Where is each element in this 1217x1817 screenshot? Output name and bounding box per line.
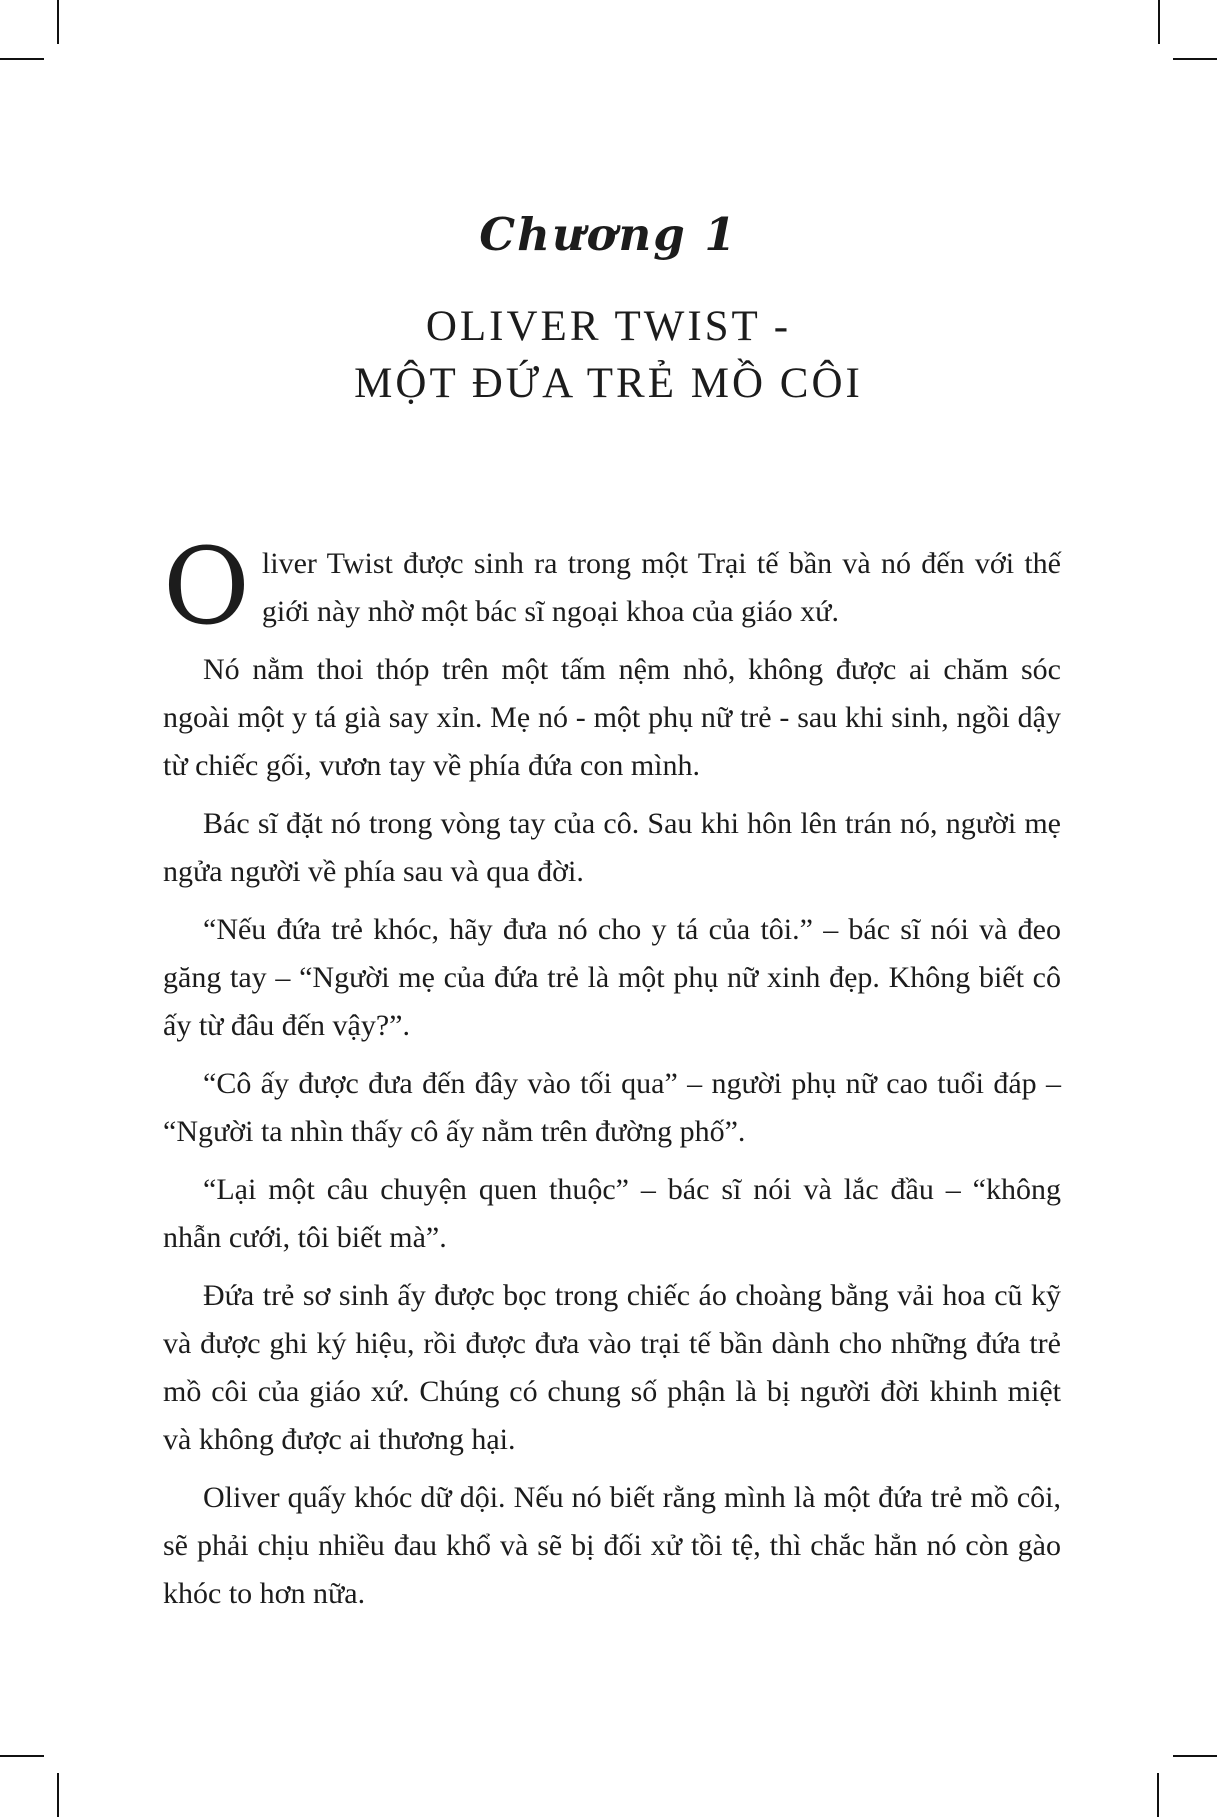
paragraph: “Nếu đứa trẻ khóc, hãy đưa nó cho y tá của tôi.” – bác sĩ nói và đeo găng tay – “Người mẹ của đứa trẻ là một phụ nữ xinh đẹp. Không biết cô ấy từ đâu đến vậy?”. xyxy=(163,913,1061,1042)
paragraph: “Lại một câu chuyện quen thuộc” – bác sĩ nói và lắc đầu – “không nhẫn cưới, tôi biết mà”. xyxy=(163,1173,1061,1254)
chapter-label: Chương 1 xyxy=(479,208,738,261)
paragraph: Nó nằm thoi thóp trên một tấm nệm nhỏ, không được ai chăm sóc ngoài một y tá già say xỉn. Mẹ nó - một phụ nữ trẻ - sau khi sinh, ngồi dậy từ chiếc gối, vươn tay về phía đứa con mình. xyxy=(163,653,1061,782)
crop-mark-bottom-left-vertical xyxy=(57,1773,59,1817)
paragraph: Đứa trẻ sơ sinh ấy được bọc trong chiếc áo choàng bằng vải hoa cũ kỹ và được ghi ký hiệu, rồi được đưa vào trại tế bần dành cho những đứa trẻ mồ côi của giáo xứ. Chúng có chung số phận là bị người đời khinh miệt và không được ai thương hại. xyxy=(163,1279,1061,1456)
body-text xyxy=(163,525,1061,1628)
paragraph-first xyxy=(163,525,1061,648)
paragraph-first-text: liver Twist được sinh ra trong một Trại tế bần và nó đến với thế giới này nhờ một bác sĩ ngoại khoa của giáo xứ. xyxy=(261,547,1061,628)
crop-mark-bottom-left-horizontal xyxy=(0,1755,44,1757)
paragraph: Oliver quấy khóc dữ dội. Nếu nó biết rằng mình là một đứa trẻ mồ côi, sẽ phải chịu nhiều đau khổ và sẽ bị đối xử tồi tệ, thì chắc hẳn nó còn gào khóc to hơn nữa. xyxy=(163,1481,1061,1610)
drop-cap: O xyxy=(163,525,250,648)
crop-mark-top-left-horizontal xyxy=(0,58,44,60)
page-title xyxy=(0,298,1217,412)
page-title-line-2: MỘT ĐỨA TRẺ MỒ CÔI xyxy=(354,360,863,407)
paragraph: Bác sĩ đặt nó trong vòng tay của cô. Sau khi hôn lên trán nó, người mẹ ngửa người về phía sau và qua đời. xyxy=(163,807,1061,888)
crop-mark-top-left-vertical xyxy=(57,0,59,44)
crop-mark-top-right-vertical xyxy=(1158,0,1160,44)
crop-mark-bottom-right-vertical xyxy=(1157,1773,1159,1817)
crop-mark-bottom-right-horizontal xyxy=(1173,1755,1217,1757)
page-title-line-1: OLIVER TWIST - xyxy=(425,303,792,350)
paragraph: “Cô ấy được đưa đến đây vào tối qua” – người phụ nữ cao tuổi đáp – “Người ta nhìn thấy cô ấy nằm trên đường phố”. xyxy=(163,1067,1061,1148)
crop-mark-top-right-horizontal xyxy=(1173,58,1217,60)
